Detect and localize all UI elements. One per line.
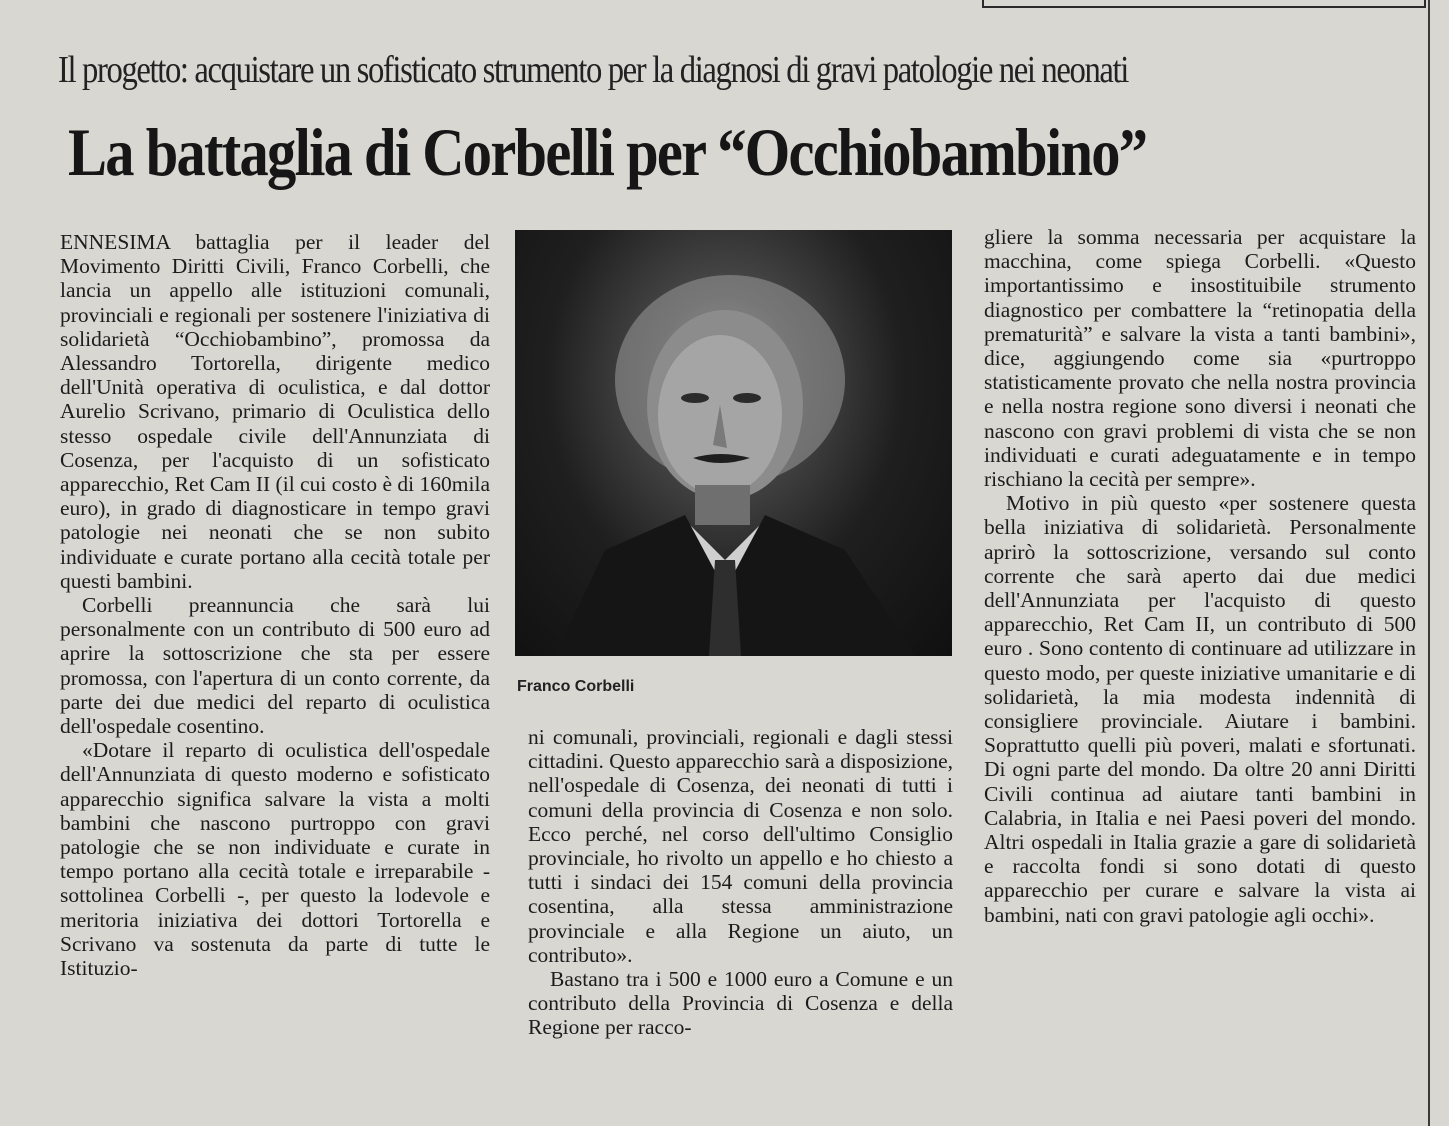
top-border-box [982, 0, 1426, 8]
paragraph: «Dotare il reparto di oculistica dell'ospedale dell'Annunziata di questo moderno e sofisticato apparecchio significa salvare la vista a molti bambini che nascono purtroppo con gravi patologie che se non individuate e curate in tempo portano alla cecità totale e irreparabile - sottolinea Corbelli -, per questo la lodevole e meritoria iniziativa dei dottori Tortorella e Scrivano va sostenuta da parte di tutte le Istituzio- [60, 738, 490, 981]
paragraph: Corbelli preannuncia che sarà lui personalmente con un contributo di 500 euro ad aprire la sottoscrizione che sta per essere promossa, con l'apertura di un conto corrente, da parte dei due medici del reparto di oculistica dell'ospedale cosentino. [60, 593, 490, 739]
paragraph: ENNESIMA battaglia per il leader del Movimento Diritti Civili, Franco Corbelli, che lancia un appello alle istituzioni comunali, provinciali e regionali per sostenere l'iniziativa di solidarietà “Occhiobambino”, promossa da Alessandro Tortorella, dirigente medico dell'Unità operativa di oculistica, e dal dottor Aurelio Scrivano, primario di Oculistica dello stesso ospedale civile dell'Annunziata di Cosenza, per l'acquisto di un sofisticato apparecchio, Ret Cam II (il cui costo è di 160mila euro), in grado di diagnosticare in tempo gravi patologie nei neonati che se non subito individuate e curate portano alla cecità totale per questi bambini. [60, 230, 490, 593]
paragraph: ni comunali, provinciali, regionali e dagli stessi cittadini. Questo apparecchio sarà a disposizione, nell'ospedale di Cosenza, dei neonati di tutti i comuni della provincia di Cosenza e non solo. Ecco perché, nel corso dell'ultimo Consiglio provinciale, ho rivolto un appello e ho chiesto a tutti i sindaci dei 154 comuni della provincia cosentina, alla stessa amministrazione provinciale e alla Regione un aiuto, un contributo». [528, 725, 953, 967]
article-column-3 [984, 225, 1416, 927]
photo-caption: Franco Corbelli [517, 678, 635, 695]
column-rule [1428, 0, 1430, 1126]
paragraph: Motivo in più questo «per sostenere questa bella iniziativa di solidarietà. Personalmente aprirò la sottoscrizione, versando sul conto corrente che sarà aperto dai due medici dell'Annunziata per l'acquisto di questo apparecchio, Ret Cam II, un contributo di 500 euro . Sono contento di continuare ad utilizzare in questo modo, per queste iniziative umanitarie e di solidarietà, la mia modesta indennità di consigliere provinciale. Aiutare i bambini. Soprattutto quelli più poveri, malati e sfortunati. Di ogni parte del mondo. Da oltre 20 anni Diritti Civili continua ad aiutare tanti bambini in Calabria, in Italia e nei Paesi poveri del mondo. Altri ospedali in Italia grazie a gare di solidarietà e raccolta fondi si sono dotati di questo apparecchio per curare e salvare la vista ai bambini, nati con gravi patologie agli occhi». [984, 491, 1416, 927]
article-column-2 [528, 725, 953, 1040]
portrait-photo [515, 230, 952, 656]
article-kicker: Il progetto: acquistare un sofisticato strumento per la diagnosi di gravi patologie nei neonati [58, 49, 1128, 91]
article-column-1 [60, 230, 490, 980]
paragraph: gliere la somma necessaria per acquistare la macchina, come spiega Corbelli. «Questo importantissimo e insostituibile strumento diagnostico per combattere la “retinopatia della prematurità” e salvare la vista a tanti bambini», dice, aggiungendo come sia «purtroppo statisticamente provato che nella nostra provincia e nella nostra regione sono diversi i neonati che nascono con gravi problemi di vista che se non individuati e curati adeguatamente e in tempo rischiano la cecità per sempre». [984, 225, 1416, 492]
article-headline: La battaglia di Corbelli per “Occhiobambino” [68, 114, 1147, 190]
paragraph: Bastano tra i 500 e 1000 euro a Comune e un contributo della Provincia di Cosenza e della Regione per racco- [528, 967, 953, 1040]
